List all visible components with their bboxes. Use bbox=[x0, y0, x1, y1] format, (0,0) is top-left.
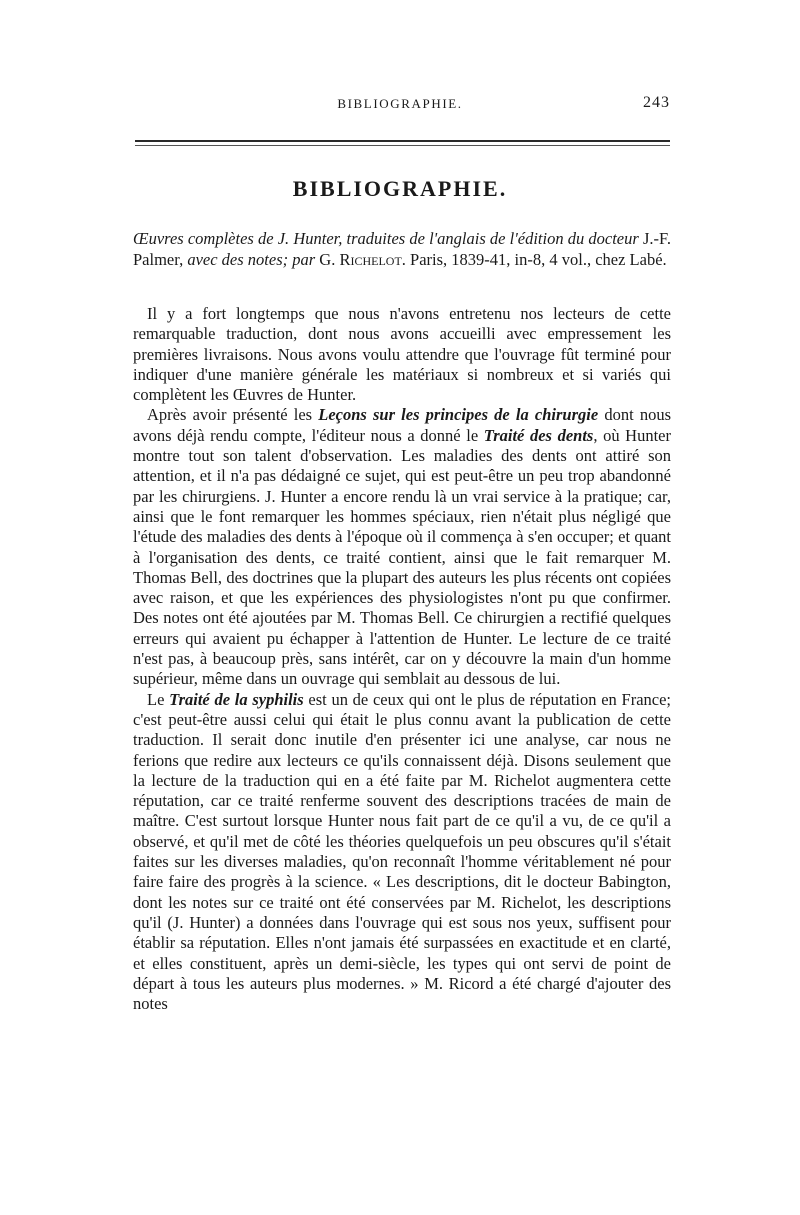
paragraph-3 bbox=[133, 690, 671, 1015]
paragraph-2 bbox=[133, 405, 671, 689]
header-rule bbox=[135, 140, 670, 146]
reference-initial: G. bbox=[315, 250, 340, 269]
paragraph-3-intro: Le bbox=[147, 689, 170, 709]
running-title: BIBLIOGRAPHIE. bbox=[337, 96, 463, 111]
paragraph-2-rest: , où Hunter montre tout son talent d'observation. Les maladies des dents ont attiré son attention, et il n'a pas dédaigné ce sujet, qui est peut-être un peu trop abandonné par les chirurgiens. J. Hunter a encore rendu là un vrai service à la pratique; car, ainsi que le font remarquer les hommes spéciaux, rien n'était plus négligé que l'étude des maladies des dents à l'époque où il commença à s'en occuper; et quant à l'organisation des dents, ce traité contient, ainsi que le fait remarquer M. Thomas Bell, des doctrines que la plupart des auteurs les plus récents ont copiées avec raison, et que les expériences des physiologistes n'ont pu que confirmer. Des notes ont été ajoutées par M. Thomas Bell. Ce chirurgien a rectifié quelques erreurs qui avaient pu échapper à l'attention de Hunter. Le lecture de ce traité n'est pas, à beaucoup près, sans intérêt, car on y découvre la main d'un homme supérieur, même dans un ouvrage qui semblait au dessous de lui. bbox=[133, 425, 671, 689]
bibliographic-reference bbox=[133, 228, 671, 270]
page-number: 243 bbox=[643, 94, 670, 111]
work-title-dents: Traité des dents bbox=[483, 425, 594, 445]
paragraph-2-cont: dont nous avons déjà rendu compte, l'éditeur nous a donné le bbox=[133, 405, 672, 445]
paragraph-2-intro: Après avoir présenté les bbox=[147, 405, 319, 425]
reference-editor: J.-F. Palmer, bbox=[133, 229, 671, 269]
paragraph-1: Il y a fort longtemps que nous n'avons entretenu nos lecteurs de cette remarquable traduction, dont nous avons accueilli avec empressement les premières livraisons. Nous avons voulu attendre que l'ouvrage fût terminé pour indiquer d'une manière générale les matériaux si nombreux et si variés qui complètent les Œuvres de Hunter. bbox=[133, 304, 671, 405]
reference-imprint: . Paris, 1839-41, in-8, 4 vol., chez Labé. bbox=[401, 250, 667, 269]
article-body bbox=[133, 304, 671, 1014]
section-title: BIBLIOGRAPHIE. bbox=[292, 176, 508, 201]
work-title-lecons: Leçons sur les principes de la chirurgie bbox=[318, 405, 599, 425]
paragraph-3-rest: est un de ceux qui ont le plus de réputation en France; c'est peut-être aussi celui qui était le plus connu avant la publication de cette traduction. Il serait donc inutile d'en présenter ici une analyse, car nous ne ferions que redire aux lecteurs ce qu'ils connaissent déjà. Disons seulement que la lecture de la traduction qui en a été faite par M. Richelot augmentera cette réputation, car ce traité renferme souvent des descriptions tracées de main de maître. C'est surtout lorsque Hunter nous fait part de ce qu'il a vu, de ce qu'il a observé, et qu'il met de côté les théories quelquefois un peu obscures qu'il s'était faites sur les diverses maladies, qu'on reconnaît l'homme véritablement né pour faire faire des progrès à la science. « Les descriptions, dit le docteur Babington, dont les notes sur ce traité ont été conservées par M. Richelot, les descriptions qu'il (J. Hunter) a données dans l'ouvrage qui est sous nos yeux, suffisent pour établir sa réputation. Elles n'ont jamais été surpassées en exactitude et en clarté, et elles constituent, après un demi-siècle, les types qui ont servi de point de départ à tous les auteurs plus modernes. » M. Ricord a été chargé d'ajouter des notes bbox=[133, 689, 671, 1014]
reference-author: Richelot bbox=[339, 250, 402, 269]
reference-notes: avec des notes; par bbox=[187, 250, 316, 269]
running-header bbox=[130, 96, 670, 118]
work-title-syphilis: Traité de la syphilis bbox=[169, 689, 304, 709]
reference-title: Œuvres complètes de J. Hunter, traduites de l'anglais de l'édition du docteur bbox=[133, 229, 639, 248]
